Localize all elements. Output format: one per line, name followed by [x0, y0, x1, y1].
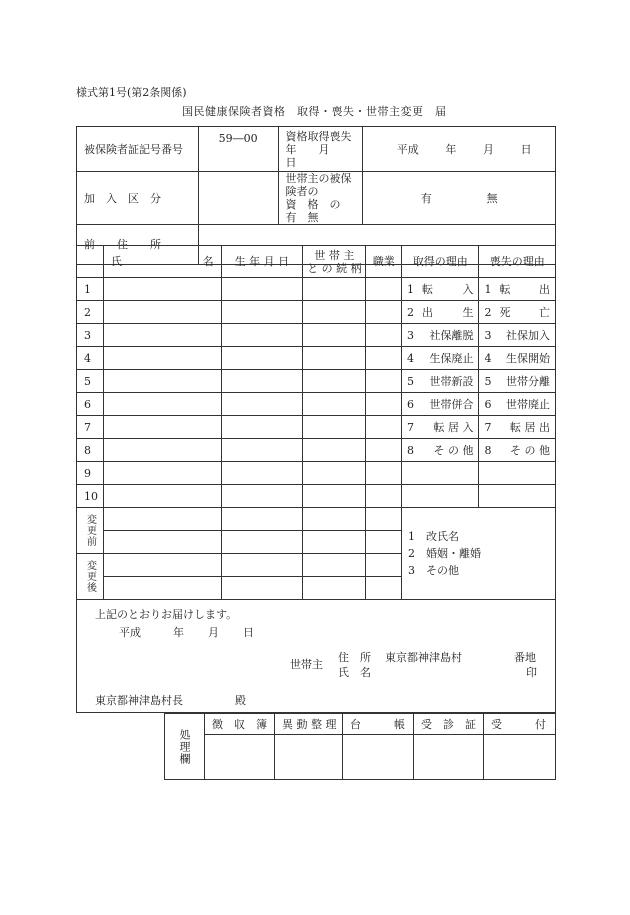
acquire-reason[interactable] — [402, 485, 479, 508]
relation-cell[interactable] — [303, 554, 366, 577]
birth-cell[interactable] — [221, 531, 303, 554]
job-cell[interactable] — [366, 554, 402, 577]
date-day: 日 — [520, 142, 532, 156]
acquire-reason[interactable] — [402, 462, 479, 485]
qualification-date-field[interactable] — [363, 127, 556, 172]
acquire-reason[interactable]: 4 生保廃止 — [402, 347, 479, 370]
banchi-label: 番地 — [514, 651, 536, 664]
job-cell[interactable] — [366, 439, 402, 462]
row-number: 3 — [77, 324, 104, 347]
job-cell[interactable] — [366, 508, 402, 531]
proc-col-0: 徴 収 簿 — [205, 714, 275, 735]
job-cell[interactable] — [366, 278, 402, 301]
relation-cell[interactable] — [303, 393, 366, 416]
processing-table — [164, 713, 556, 780]
member-table — [76, 245, 556, 600]
job-cell[interactable] — [366, 485, 402, 508]
householder-label: 世帯主 — [290, 658, 323, 671]
row-number: 7 — [77, 416, 104, 439]
row-number: 1 — [77, 278, 104, 301]
header-birth: 生 年 月 日 — [221, 246, 303, 278]
header-job: 職業 — [366, 246, 402, 278]
birth-cell[interactable] — [221, 301, 303, 324]
proc-field-1[interactable] — [274, 735, 342, 780]
lose-reason[interactable]: 1 転 出 — [479, 278, 556, 301]
change-reason-item: 1 改氏名 — [408, 530, 459, 543]
change-row — [77, 508, 556, 531]
birth-cell[interactable] — [221, 485, 303, 508]
relation-cell[interactable] — [303, 531, 366, 554]
header-number-cell — [77, 246, 104, 278]
lose-reason[interactable]: 6 世帯廃止 — [479, 393, 556, 416]
prev-address-label: 前 住 所 — [77, 225, 199, 265]
change-reasons[interactable] — [402, 508, 556, 600]
name-cell[interactable] — [104, 416, 222, 439]
change-before-label: 変更前 — [77, 508, 104, 554]
row-number: 8 — [77, 439, 104, 462]
birth-cell[interactable] — [221, 577, 303, 600]
relation-cell[interactable] — [303, 301, 366, 324]
qualification-date-label — [278, 127, 363, 172]
name-cell[interactable] — [104, 370, 222, 393]
birth-cell[interactable] — [221, 439, 303, 462]
lose-reason[interactable]: 3 社保加入 — [479, 324, 556, 347]
proc-field-0[interactable] — [205, 735, 275, 780]
seal-label: 印 — [526, 666, 537, 679]
row-number: 2 — [77, 301, 104, 324]
name-cell[interactable] — [104, 577, 222, 600]
has-not-option[interactable]: 無 — [486, 191, 498, 205]
proc-field-4[interactable] — [484, 735, 556, 780]
job-cell[interactable] — [366, 531, 402, 554]
notice-line: 上記のとおりお届けします。 — [95, 608, 238, 621]
birth-cell[interactable] — [221, 393, 303, 416]
proc-col-4: 受 付 — [484, 714, 556, 735]
job-cell[interactable] — [366, 393, 402, 416]
job-cell[interactable] — [366, 577, 402, 600]
insured-number-field[interactable]: 59―00 — [198, 127, 278, 172]
householder-status-field[interactable] — [363, 172, 556, 225]
lose-reason[interactable]: 8 そ の 他 — [479, 439, 556, 462]
acquire-reason[interactable]: 5 世帯新設 — [402, 370, 479, 393]
lose-reason[interactable] — [479, 485, 556, 508]
row-number: 10 — [77, 485, 104, 508]
name-cell[interactable] — [104, 439, 222, 462]
name-cell[interactable] — [104, 554, 222, 577]
address-value[interactable]: 東京都神津島村 — [385, 651, 462, 664]
name-cell[interactable] — [104, 531, 222, 554]
header-lose: 喪失の理由 — [479, 246, 556, 278]
row-number: 6 — [77, 393, 104, 416]
relation-cell[interactable] — [303, 347, 366, 370]
lose-reason[interactable]: 2 死 亡 — [479, 301, 556, 324]
honorific: 殿 — [235, 694, 246, 707]
table-row — [77, 416, 556, 439]
lose-reason[interactable]: 7 転 居 出 — [479, 416, 556, 439]
table-row — [77, 393, 556, 416]
date-year: 年 — [445, 142, 457, 156]
header-name: 氏 名 — [104, 246, 222, 278]
name-cell[interactable] — [104, 278, 222, 301]
table-row — [77, 462, 556, 485]
row-number: 9 — [77, 462, 104, 485]
processing-label: 処理欄 — [165, 714, 205, 780]
birth-cell[interactable] — [221, 324, 303, 347]
relation-cell[interactable] — [303, 462, 366, 485]
name-cell[interactable] — [104, 301, 222, 324]
job-cell[interactable] — [366, 370, 402, 393]
change-reason-item: 2 婚姻・離婚 — [408, 547, 481, 560]
relation-cell[interactable] — [303, 508, 366, 531]
name-cell[interactable] — [104, 508, 222, 531]
name-cell[interactable] — [104, 347, 222, 370]
table-row — [77, 439, 556, 462]
acquire-reason[interactable]: 8 そ の 他 — [402, 439, 479, 462]
birth-cell[interactable] — [221, 416, 303, 439]
birth-cell[interactable] — [221, 370, 303, 393]
householder-label-line1: 世帯主の被保険者の — [285, 172, 352, 198]
birth-cell[interactable] — [221, 554, 303, 577]
acquire-reason[interactable]: 1 転 入 — [402, 278, 479, 301]
lose-reason[interactable] — [479, 462, 556, 485]
table-row — [77, 485, 556, 508]
relation-cell[interactable] — [303, 324, 366, 347]
name-cell[interactable] — [104, 324, 222, 347]
qualification-label-line2: 年 月 日 — [285, 142, 352, 169]
proc-col-2: 台 帳 — [342, 714, 413, 735]
proc-field-3[interactable] — [414, 735, 484, 780]
job-cell[interactable] — [366, 324, 402, 347]
acquire-reason[interactable]: 3 社保離脱 — [402, 324, 479, 347]
header-acquire: 取得の理由 — [402, 246, 479, 278]
name-cell[interactable] — [104, 393, 222, 416]
notice-date[interactable]: 平成 年 月 日 — [119, 626, 254, 639]
header-relation: 世 帯 主 と の 続 柄 — [303, 246, 366, 278]
relation-cell[interactable] — [303, 439, 366, 462]
form-title: 国民健康保険者資格 取得・喪失・世帯主変更 届 — [182, 105, 447, 118]
notice-box — [76, 598, 556, 713]
table-row — [77, 278, 556, 301]
lose-reason[interactable]: 5 世帯分離 — [479, 370, 556, 393]
qualification-label-line1: 資格取得喪失 — [285, 129, 352, 143]
relation-cell[interactable] — [303, 278, 366, 301]
change-reason-item: 3 その他 — [408, 564, 459, 577]
job-cell[interactable] — [366, 301, 402, 324]
proc-col-3: 受 診 証 — [414, 714, 484, 735]
row-number: 4 — [77, 347, 104, 370]
name-label: 氏 名 — [338, 666, 371, 679]
form-number-label: 様式第1号(第2条関係) — [76, 86, 187, 99]
relation-cell[interactable] — [303, 485, 366, 508]
acquire-reason[interactable]: 6 世帯併合 — [402, 393, 479, 416]
proc-field-2[interactable] — [342, 735, 413, 780]
lose-reason[interactable]: 4 生保開始 — [479, 347, 556, 370]
acquire-reason[interactable]: 2 出 生 — [402, 301, 479, 324]
relation-cell[interactable] — [303, 416, 366, 439]
table-row — [77, 347, 556, 370]
birth-cell[interactable] — [221, 508, 303, 531]
date-month: 月 — [483, 142, 495, 156]
join-type-label: 加 入 区 分 — [77, 172, 199, 225]
insured-number-label: 被保険者証記号番号 — [77, 127, 199, 172]
birth-cell[interactable] — [221, 347, 303, 370]
job-cell[interactable] — [366, 416, 402, 439]
householder-status-label — [278, 172, 363, 225]
birth-cell[interactable] — [221, 462, 303, 485]
relation-cell[interactable] — [303, 370, 366, 393]
table-row — [77, 370, 556, 393]
householder-label-line2: 資 格 の 有 無 — [285, 198, 352, 224]
change-after-label: 変更後 — [77, 554, 104, 600]
name-cell[interactable] — [104, 462, 222, 485]
addressee: 東京都神津島村長 — [95, 694, 183, 707]
birth-cell[interactable] — [221, 278, 303, 301]
row-number: 5 — [77, 370, 104, 393]
join-type-field[interactable] — [198, 172, 278, 225]
name-cell[interactable] — [104, 485, 222, 508]
table-row — [77, 301, 556, 324]
table-row — [77, 324, 556, 347]
relation-cell[interactable] — [303, 577, 366, 600]
job-cell[interactable] — [366, 462, 402, 485]
job-cell[interactable] — [366, 347, 402, 370]
address-label: 住 所 — [338, 651, 371, 664]
acquire-reason[interactable]: 7 転 居 入 — [402, 416, 479, 439]
has-option[interactable]: 有 — [420, 191, 432, 205]
date-era: 平成 — [396, 142, 419, 156]
proc-col-1: 異 動 整 理 — [274, 714, 342, 735]
